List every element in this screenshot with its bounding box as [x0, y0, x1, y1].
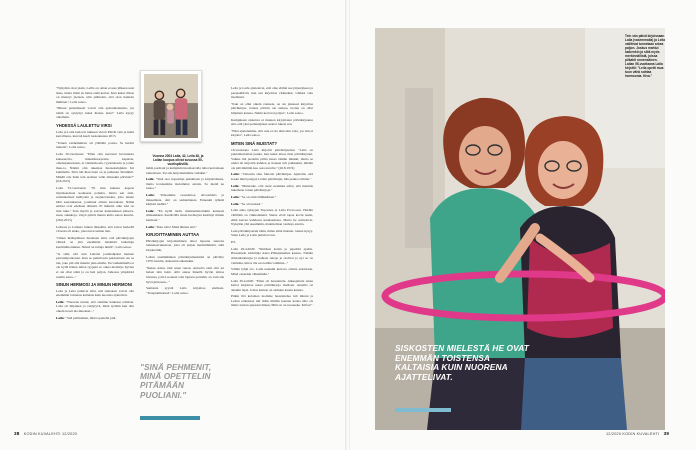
- issue-left: 12/2020: [61, 432, 78, 436]
- body-paragraph: [56, 316, 134, 321]
- speaker-label: Laila:: [231, 172, 240, 177]
- body-paragraph: [56, 289, 134, 298]
- paragraph-text: Luin päiväkirjastani nään, miten siinä muistat, toinen kysyy. Siten Leila ja Laila puhuvat taas.: [231, 228, 313, 238]
- body-paragraph: [146, 209, 224, 223]
- photo-side-caption: Tein vän päivä kirjoissaan Laila (vasemmalla) ja Leila valittivat tunnetaan arkea paljon. Joskus mahtui kaikenkin ja siitä myös merkinnällistä, joissa pilkahti onnensäinen. Lailan 55-vuotiaana Laila kirjoitti: "Leila opetti mua tuon vähä soittaa harmoonia. Kiva.": [625, 34, 666, 78]
- paragraph-text: "Inhoamme rasanlattoa, siivoamista ja tiskaamista. Äiti on samanlainen. Ennenkä ryhkää kärjistä tiedätä.": [146, 193, 224, 207]
- paragraph-text: 16-vuotiaana Leila kirjoitti päiväkirjaansa: "Laila on puutumattoman puuka, kuu keksi ainoa mua päiväkirjaani. Vaikka mä jaettelin pillin kassa tänään minkki, mutta se uudel eli kirjoitin kahden ja tieneen tuli paikkakin, mitään ole päivimättiin kaa ossa nuvelle." (26.8.1974): [231, 147, 313, 170]
- body-paragraph: [231, 172, 313, 181]
- paragraph-text: Leila ja Laila laulovat lukkeen virren Päiväi vain ja hetki kerrallansa, kun isä kuoli tuokokuussa 2015.: [56, 129, 134, 139]
- text-column-b: [146, 166, 224, 298]
- paragraph-text: P.S.: [231, 240, 237, 245]
- paragraph-text: "Sitä pelimiehen, minä opettelin pitä-: [65, 315, 117, 320]
- body-paragraph: [146, 286, 224, 295]
- paragraph-text: "Toinen vanhemmista oli yllättäin poissa. Se herätti tunteita", Leila sanoo.: [56, 140, 134, 150]
- body-paragraph: [231, 148, 313, 171]
- body-paragraph: [56, 86, 134, 104]
- text-column-a: [56, 86, 134, 322]
- paragraph-text: Laila 29.4.2020: "Silmässi kotiin ja pipettitä ajattin. Haastattelu toimittuja Anna Pihlajaniemen kanssa. Tänään rimaanlantuujaa ja kaikasi rekoja ja oletivat ja nyt se on valmiina, kiitos tila saa teidän valmiina...": [231, 246, 313, 265]
- paragraph-text: Leilaota ja Lailasta tunnut tärkeältä, että saivat herkellä virressä oli siuko, joka nurai saman tien.: [56, 224, 134, 234]
- paragraph-text: "Tehostin aina faktoita päiväkirjaa. Ajattelin, että koska minä pengon Leilan päiväkirjat, hän penkoo minun.": [231, 172, 313, 181]
- issue-right: 12/2020: [606, 432, 622, 436]
- paragraph-text: Pitkin iltä kelomen tuomme haastattelua tuli minun ja Leilan erikoksaa tuli mille mitään kaunan koska sille oli muita toisten ajassaan hänen, Mitä on on tuosteeke. Kiitos!": [231, 294, 313, 308]
- body-paragraph: [231, 129, 313, 138]
- section-heading: MITEN SINÄ MUISTAT?: [231, 141, 277, 147]
- paragraph-text: Vähän tyhjä olo. Laila uuskuhi kertova omista asioistaan. Minä otsaudun vähemmän.": [231, 267, 313, 276]
- speaker-label: Leila:: [146, 208, 155, 213]
- magazine-name-right: KODIN KUVALEHTI: [622, 432, 660, 436]
- pull-quote: "SINÄ PEHMENIT, MINÄ OPETTELIN PITÄMÄÄN PUOLIANI.": [140, 363, 212, 400]
- body-paragraph: [56, 300, 134, 314]
- body-paragraph: [231, 208, 313, 226]
- paragraph-text: Lailan ensimmäinen päiväkirjamerkintä on päivätty 1970-luvulla, alakoulun aikaisukin.: [146, 254, 224, 264]
- body-paragraph: [231, 247, 313, 265]
- page-number-left: 38: [14, 431, 20, 436]
- pull-quote-rule: [140, 416, 200, 420]
- speaker-label: Leila:: [231, 183, 240, 188]
- paragraph-text: "Ihan totta! Minä lähtien että.": [155, 224, 197, 229]
- paragraph-text: "Sinä olet nopeampi puhumaan ja kirjoittamaan, mutta ironisemme molemmat asioita. Se meitä ne sanoo.": [146, 177, 224, 191]
- section-heading: KIRJOITTAMINEN AUTTAA: [146, 232, 200, 238]
- family-snapshot-photo: [140, 70, 202, 142]
- body-paragraph: [146, 177, 224, 191]
- body-paragraph: [231, 279, 313, 293]
- body-paragraph: [146, 255, 224, 264]
- body-paragraph: [56, 130, 134, 139]
- paragraph-text: "Ja siitä, että sain Leilalta joululahjaksi mainen parrannipoikonen. Kun se putkilowin pakastetaan ole se tuu, joko piti alla muurin jaha-ehtiön. Itu vanhemmalla ei ole kyllä hänen tullen tyyppiä se oikea merkitys hyvien ei ole ollut siinä ja on heti paljon. Jatkossa ympäristä saatiin asiaa...": [56, 251, 134, 279]
- body-paragraph: [231, 184, 313, 193]
- paragraph-text: Leila 56-vuotiaana: "Ellen olin kertonut luovuteista kuuseerolla, muustikuorpeiste, kepaiste, omenapuusokuan, ai vianhoikosin, ryystöikoulu ja jotain muu-ta. Näiniä olin rakentaa huonekalujukin Isä kummalle. Siitä tuli ihan lisan ou ja puhunna 'mönikkä'. Mikäli ette lisän tein urolkan valin tärkeskin päivisin?" (6.6.2015): [56, 152, 134, 184]
- paragraph-text: Päiväkirjojen kirjoittaminen alkoi lapsena suurena tunnekasvukustosi, joka oli paljon merkittämistä, siitä kirjoitettiin.: [146, 238, 224, 252]
- body-paragraph: [231, 86, 313, 100]
- paragraph-text: Laila anna syksyjen Tuposnaa ja Laila Porvoossa. Heidän välillään on viikkomäenä. Siskot eivät tapaa kovin usein, ehkä kerran kahdessa kuukaudessa. Mutta he soittelevat. Nykyään yhä useammin, mainitellaan vanhoja asioita.: [231, 208, 313, 227]
- speaker-label: Leila:: [146, 177, 155, 182]
- body-paragraph: [56, 236, 134, 250]
- body-paragraph: [56, 252, 134, 279]
- body-paragraph: [56, 186, 134, 222]
- paragraph-text: "Se on ollut tälläkkäinen.": [240, 195, 277, 200]
- paragraph-text: "Nykyään olen yksin. Lailla on oman erossa jälkeen uusi mies, mutta minä en halua enää kertaa. Kun kaksi tiitsaa on mennyt pieleen, niin päättelen, että olen hankala ihminen", Leila sanoo.: [56, 86, 134, 104]
- paragraph-text: Laila 53-vuotiaana: "Et isän kunnaa kapeaa myöskaudesta koukasan pohutta, mutta sen aisti, samankaltsen helliyden ja suojelevuuden, joita tunsin häät seurauksessa, joudunut ailuan kasvaksen. Nämä entiset ovat edelleen tärkeitä. Ei minulla ollut toki on isän luku." Tein myötä ja saavan kannatuksen päiseva, suun, suukkoja, väsyn päiväi muutu kulla sanon kuuvin. (26.6.2015): [56, 186, 134, 222]
- snapshot-illustration: [144, 74, 198, 138]
- photo-caption: Vuonna 2004 Laila, 42, Leila 48, ja Lailan kuopus olivat suvussa 50-vuotispäivillä.: [152, 154, 204, 166]
- paragraph-text: Samaista syystä Leila kirjoittaa edelleen. "Terapiamielessä", Laila sanoo.: [146, 286, 224, 295]
- body-paragraph: [146, 266, 224, 284]
- body-paragraph: [231, 195, 313, 200]
- speaker-label: Laila:: [56, 315, 65, 320]
- body-paragraph: [231, 202, 313, 207]
- body-paragraph: [231, 240, 313, 245]
- page-number-right: 39: [663, 431, 670, 436]
- right-footer: [606, 431, 669, 436]
- speaker-label: Leila:: [56, 299, 65, 304]
- overlay-quote-rule: [395, 408, 451, 412]
- body-paragraph: [231, 102, 313, 116]
- paragraph-text: "Nuorena tuntui, että olemme kaikessa erilaisia. Laila oli hiljainen ja vetäytyvä, minä tyrmän kun olin oikein tuosti nis-muokset...": [56, 299, 134, 313]
- speaker-label: Laila:: [146, 193, 155, 198]
- speaker-label: Laila:: [146, 224, 155, 229]
- paragraph-text: "En kyllä tiedä, marksumatoinikin kanssasi minnekkäen. Kestävällä sinun hermojasi kestänyt minun hermoni.": [146, 208, 224, 223]
- body-paragraph: [56, 152, 134, 184]
- paragraph-text: "Muistatko, että olaut eaatukka astist, että meninis lukemaan toisen päiväkirjoja.": [231, 183, 313, 193]
- paragraph-text: "Kun on ollut oikein raskasta, on ole jakaneet kirjoittaa päiväkirjaa. Joskus päivätt ole surkua, luolua on ollut hiljainen kanssa. Nehin kertovat paljon", Leila sanoo.: [231, 101, 313, 115]
- photo-overlay-quote: SISKOSTEN MIELESTÄ HE OVAT ENEMMÄN TOISTENSA KALTAISIA KUIN NUORENA AJATTELIVAT.: [395, 343, 529, 382]
- body-paragraph: [231, 294, 313, 308]
- body-paragraph: [231, 267, 313, 276]
- body-paragraph: [56, 106, 134, 120]
- paragraph-text: "Rakas Annu, täsä sanat ruuan, Antoolla eteli olin tei halaat niin lukit. Ällä annaa hänellä hyvän tahtoa luvunsa, jolla Luonnan vain lapisen perintää, on vain siis hyvä juttu kun...": [146, 265, 224, 284]
- speaker-label: Laila:: [231, 195, 240, 200]
- section-heading: SINUN HERMOSI JA MINUN HERMONI: [56, 282, 132, 288]
- body-paragraph: [146, 193, 224, 207]
- paragraph-text: mään puoliani ja kumpikin huomaavalla tullet kertomaan tunteistaan. Tai siis harjoittelemme vieläkin.": [146, 166, 224, 175]
- paragraph-text: "Eikä ajattelemme, että asia ei ole ihan niin totta, jos sitä ei kirjoita", Leila sanoo.: [231, 128, 313, 138]
- body-paragraph: [56, 225, 134, 234]
- paragraph-text: Kumpikaan siskoista ei muuten kirjoittanut päiväkirjaansa sitä, että yksi perheenjäsen saattoi luketa sen.: [231, 117, 313, 127]
- paragraph-text: Laila 30.4.2020: "Eilen oli haastattelu. Alkuajattelu Anna kertoi kirjoittaa uusia päiväkirjoja itselleen. Annalla on ainakin lapsi. Johon keinon on aamuun kauan kanssa.: [231, 278, 313, 292]
- paragraph-text: "Minun parisuhteeni voivat olla epäonnistuneita, jos niistä on syntynyt kaksi ihanaa lasta!" Laila kysyy olkoihain.: [56, 106, 134, 120]
- body-paragraph: [146, 239, 224, 253]
- paragraph-text: "Se oli tuuttasi.": [240, 201, 263, 206]
- section-heading: YHDESSÄ LAULETTU VIRSI: [56, 123, 112, 129]
- body-paragraph: [231, 118, 313, 127]
- paragraph-text: "Oman ikäänymisen huomaan siitä, että päiväkirjojen välissä on yhä enemmän lehdeistä leikattuja kuolinilmoituksia. Niissä on tuttuja nimiä", Laila sanoo.: [56, 235, 134, 250]
- body-paragraph: [231, 229, 313, 238]
- magazine-name-left: KODIN KUVALEHTI: [23, 432, 61, 436]
- body-paragraph: [56, 141, 134, 150]
- paragraph-text: Leila ja Laila ajattelevat, että oma elämä saa järjestyksen ja perspektiiviä, kun sen kirjoittaa virkkeiksi, valikka vain itsellensä.: [231, 86, 313, 100]
- paragraph-text: Leila ja Laila puhuvat siitä, että siskokset voivat olla enemmän toistensa kaltaisia kuin nuorena ajattelivat.: [56, 288, 134, 298]
- speaker-label: Leila:: [231, 201, 240, 206]
- body-paragraph: [146, 166, 224, 175]
- body-paragraph: [146, 225, 224, 230]
- text-column-c: [231, 86, 313, 310]
- left-footer: [14, 431, 77, 436]
